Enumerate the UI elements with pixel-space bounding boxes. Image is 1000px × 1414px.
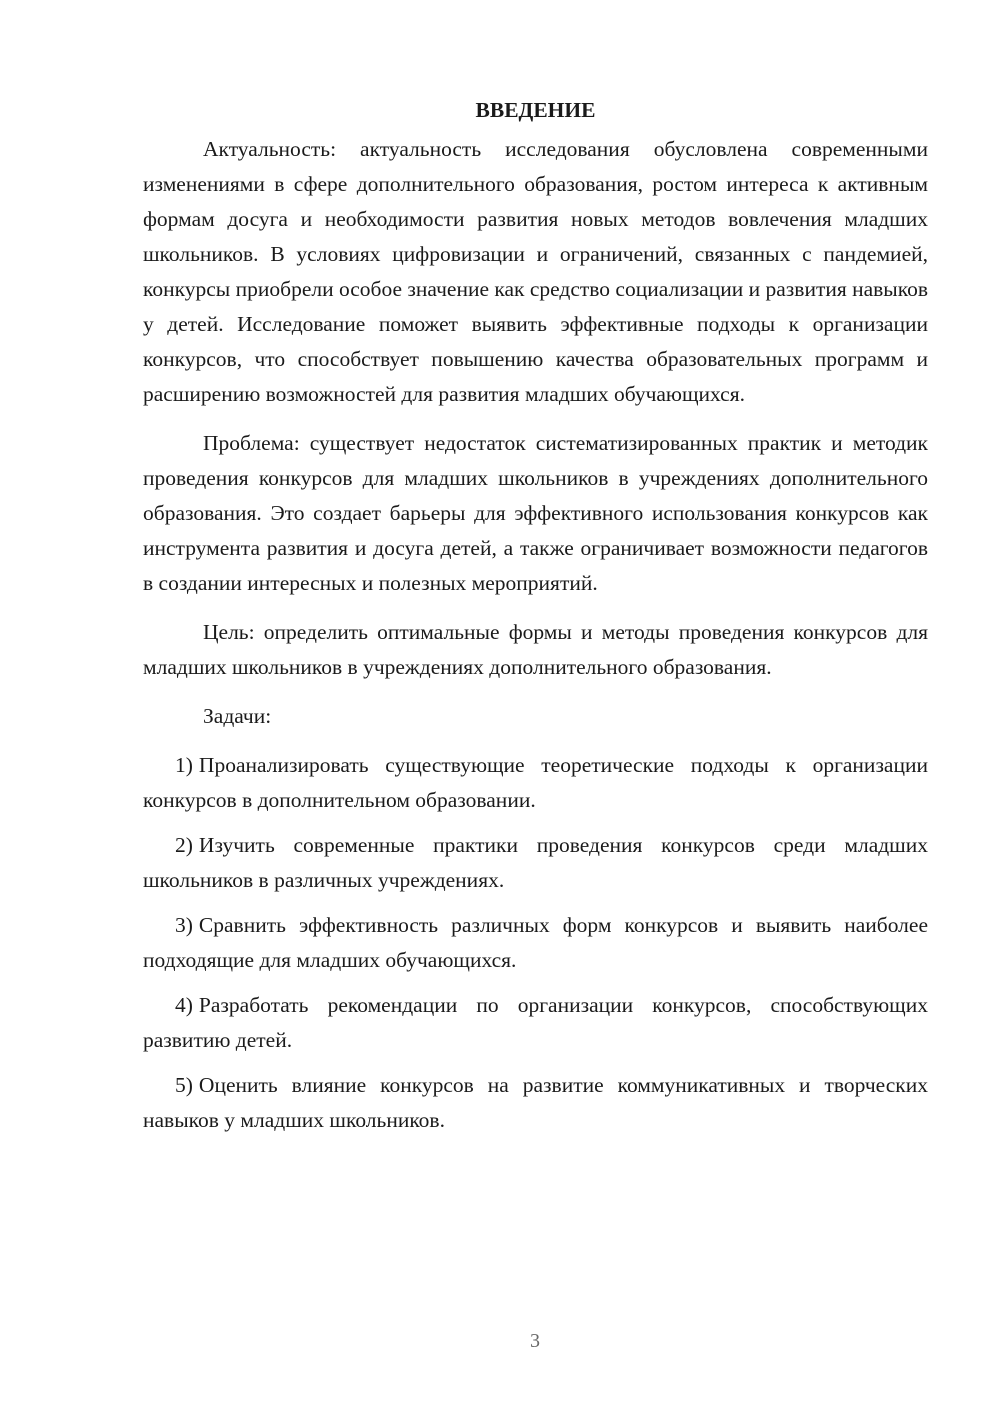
- problem-paragraph: Проблема: существует недостаток систематизированных практик и методик проведения конкурсов для младших школьников в учреждениях дополнительного образования. Это создает барьеры для эффективного использования конкурсов как инструмента развития и досуга детей, а также ограничивает возможности педагогов в создании интересных и полезных мероприятий.: [143, 431, 928, 595]
- task-number: 2): [175, 833, 193, 857]
- goal-paragraph: Цель: определить оптимальные формы и методы проведения конкурсов для младших школьников в учреждениях дополнительного образования.: [143, 620, 928, 679]
- task-number: 4): [175, 993, 193, 1017]
- relevance-paragraph: Актуальность: актуальность исследования обусловлена современными изменениями в сфере дополнительного образования, ростом интереса к активным формам досуга и необходимости развития новых методов вовлечения младших школьников. В условиях цифровизации и ограничений, связанных с пандемией, конкурсы приобрели особое значение как средство социализации и развития навыков у детей. Исследование поможет выявить эффективные подходы к организации конкурсов, что способствует повышению качества образовательных программ и расширению возможностей для развития младших обучающихся.: [143, 137, 929, 406]
- section-heading: ВВЕДЕНИЕ: [475, 98, 596, 122]
- page-content: [143, 93, 928, 1148]
- task-item: [143, 828, 928, 898]
- page-number: 3: [530, 1330, 540, 1352]
- task-item: [143, 1068, 928, 1138]
- task-text: Оценить влияние конкурсов на развитие коммуникативных и творческих навыков у младших школьников.: [143, 1073, 928, 1132]
- task-text: Проанализировать существующие теоретические подходы к организации конкурсов в дополнительном образовании.: [143, 753, 928, 812]
- task-text: Изучить современные практики проведения конкурсов среди младших школьников в различных учреждениях.: [143, 833, 928, 892]
- tasks-label: Задачи:: [203, 704, 272, 728]
- task-number: 5): [175, 1073, 193, 1097]
- tasks-list: [143, 748, 928, 1138]
- task-number: 1): [175, 753, 193, 777]
- task-item: [143, 748, 928, 818]
- task-text: Разработать рекомендации по организации конкурсов, способствующих развитию детей.: [143, 993, 928, 1052]
- task-item: [143, 908, 928, 978]
- task-text: Сравнить эффективность различных форм конкурсов и выявить наиболее подходящие для младших обучающихся.: [143, 913, 928, 972]
- task-item: [143, 988, 928, 1058]
- task-number: 3): [175, 913, 193, 937]
